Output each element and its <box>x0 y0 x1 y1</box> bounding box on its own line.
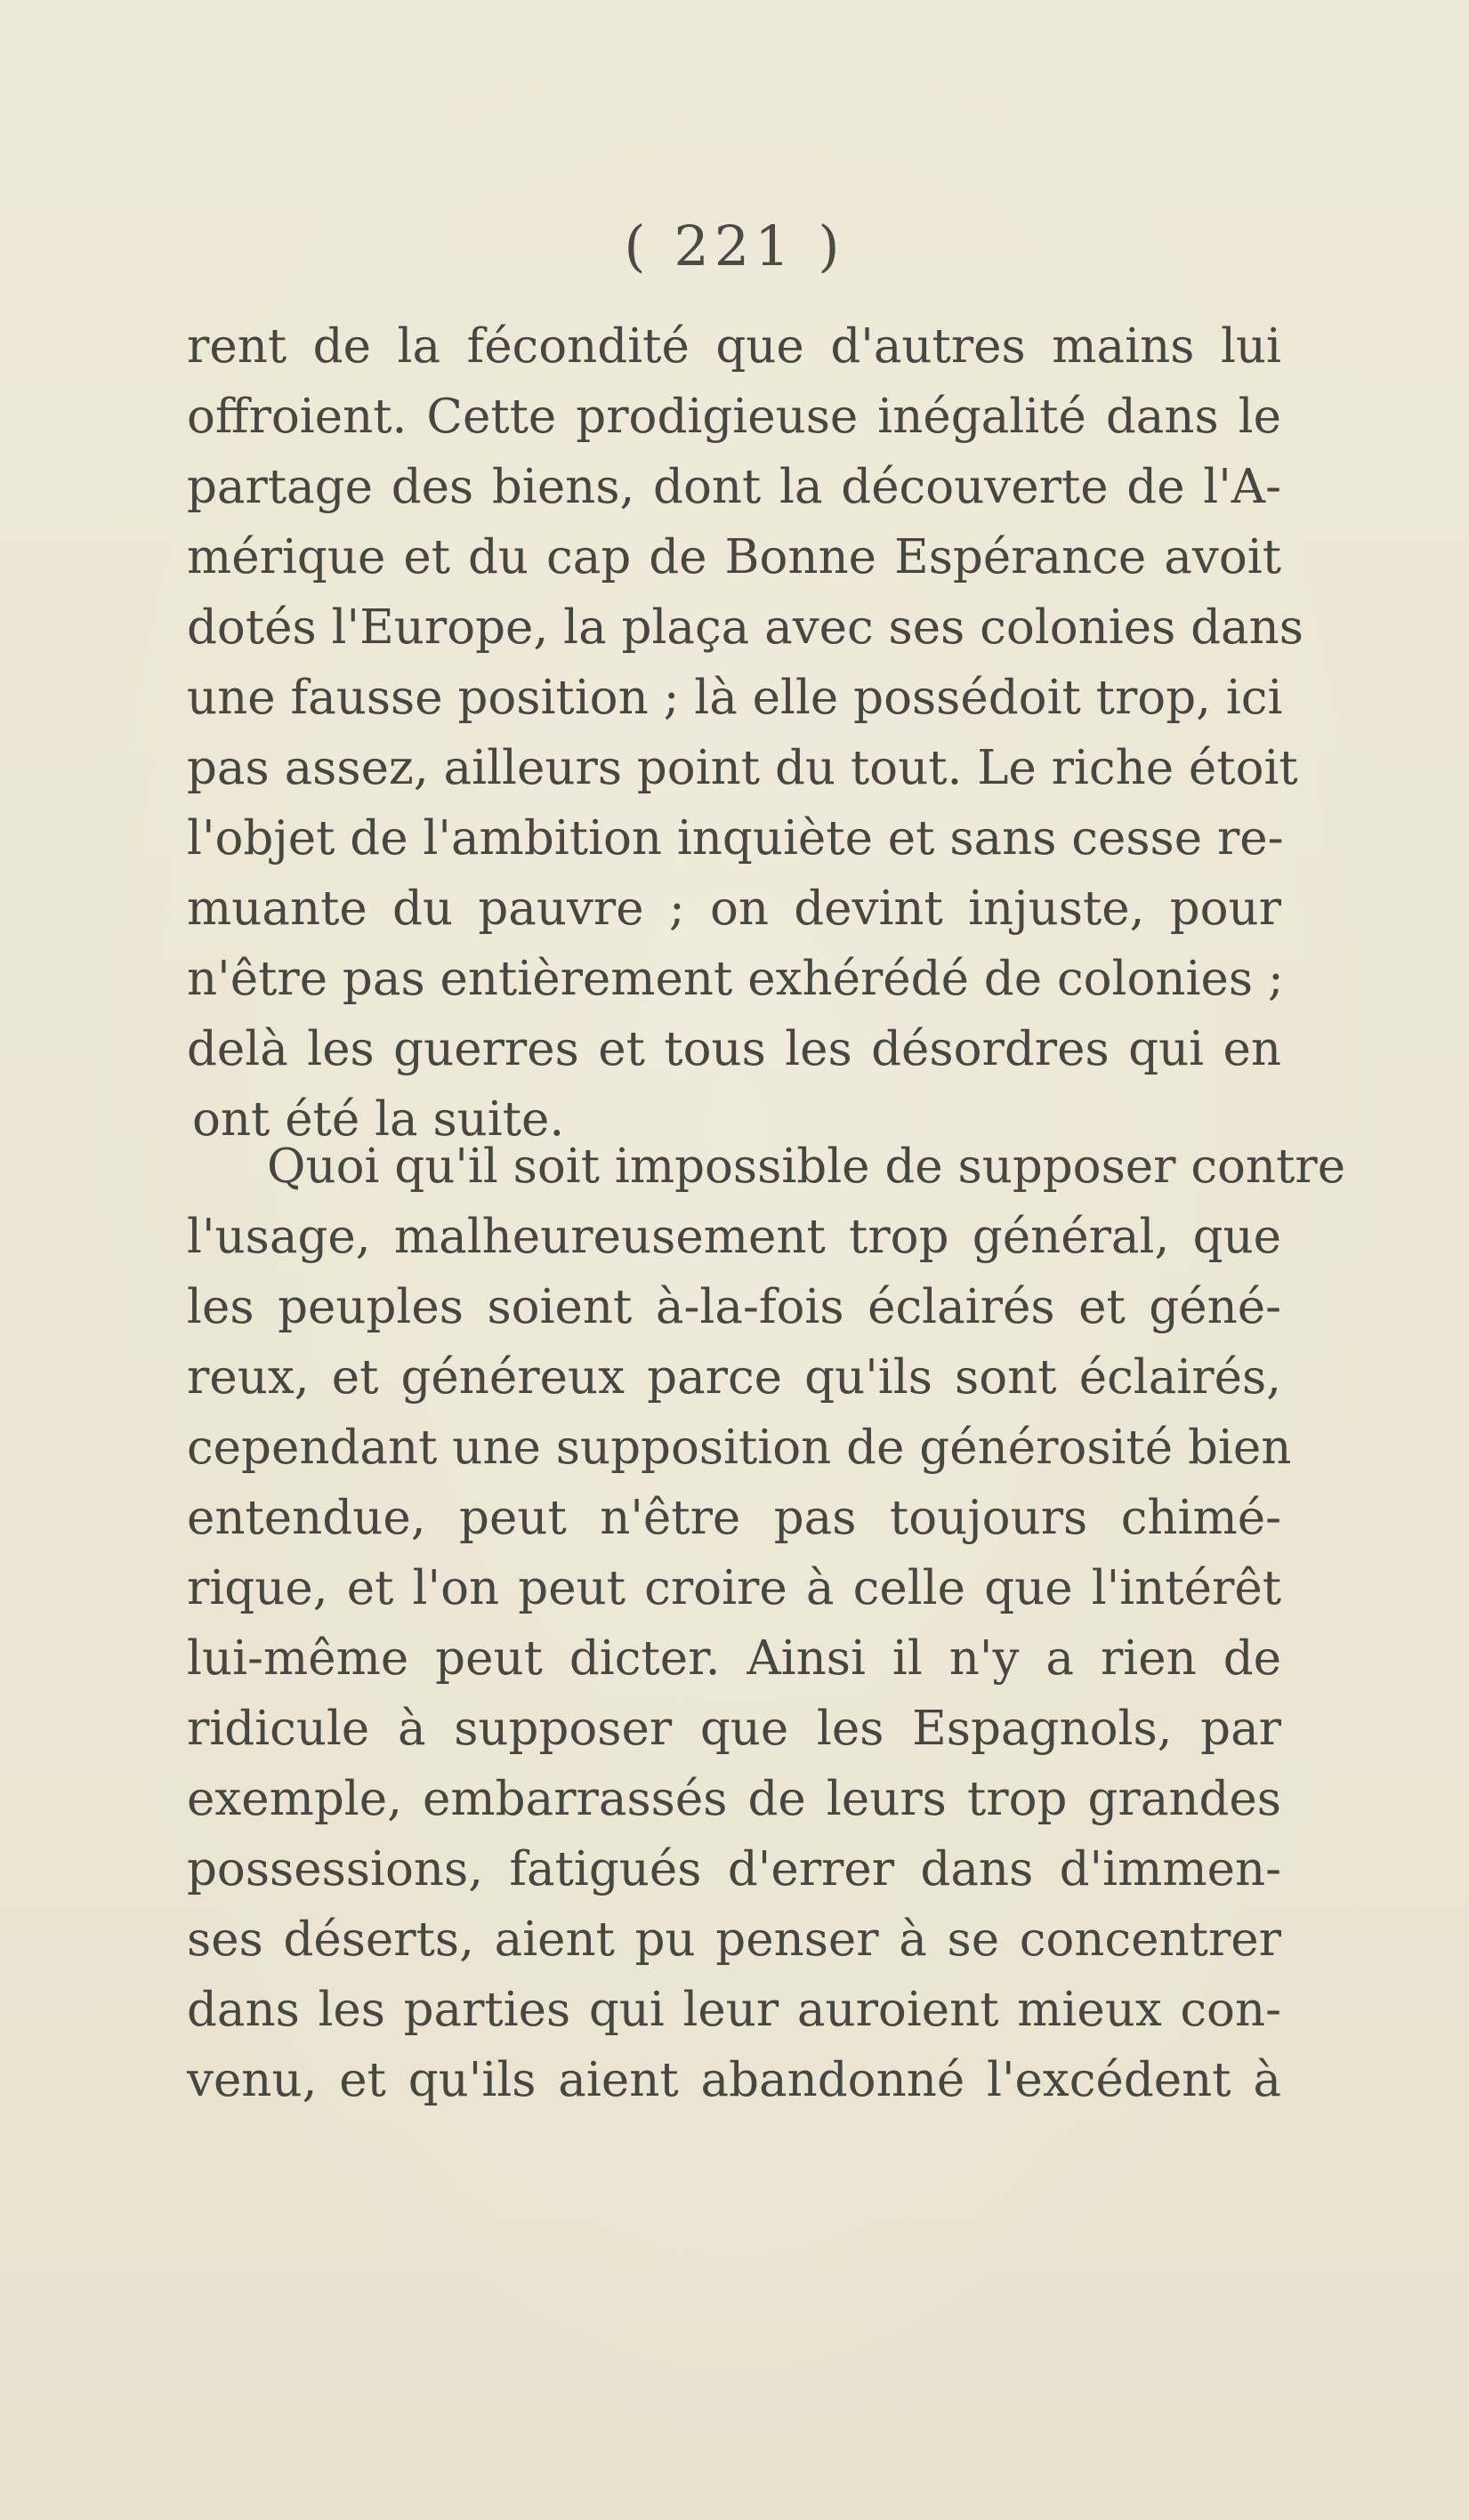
text-line: ont été la suite. <box>192 1092 565 1147</box>
text-line: n'être pas entièrement exhérédé de colonies ; <box>187 952 1284 1006</box>
text-line: rique, et l'on peut croire à celle que l'intérêt <box>187 1561 1281 1615</box>
text-line: venu, et qu'ils aient abandonné l'excédent à <box>187 2053 1281 2107</box>
text-line: l'objet de l'ambition inquiète et sans cesse re- <box>187 811 1284 865</box>
text-line: les peuples soient à-la-fois éclairés et géné- <box>187 1280 1281 1334</box>
page-number-header: ( 221 ) <box>624 213 845 278</box>
text-line: entendue, peut n'être pas toujours chimé- <box>187 1491 1281 1545</box>
text-line: exemple, embarrassés de leurs trop grandes <box>187 1772 1281 1826</box>
text-line: muante du pauvre ; on devint injuste, pour <box>187 882 1281 936</box>
text-line: l'usage, malheureusement trop général, que <box>187 1210 1281 1264</box>
text-line: ridicule à supposer que les Espagnols, par <box>187 1702 1281 1756</box>
paragraph-2 <box>187 1131 1346 2115</box>
text-line: reux, et généreux parce qu'ils sont éclairés, <box>187 1350 1281 1405</box>
text-line: une fausse position ; là elle possédoit trop, ici <box>187 671 1283 725</box>
text-line: possessions, fatigués d'errer dans d'immen- <box>187 1842 1281 1896</box>
paragraph-1 <box>187 311 1304 1155</box>
text-line: partage des biens, dont la découverte de l'A- <box>187 460 1281 514</box>
text-line: dans les parties qui leur auroient mieux con- <box>187 1983 1281 2037</box>
text-line: dotés l'Europe, la plaça avec ses colonies dans <box>187 600 1304 655</box>
text-line: pas assez, ailleurs point du tout. Le riche étoit <box>187 741 1298 795</box>
text-line: cependant une supposition de générosité bien <box>187 1421 1292 1475</box>
text-line: offroient. Cette prodigieuse inégalité dans le <box>187 390 1281 444</box>
text-line: Quoi qu'il soit impossible de supposer contre <box>267 1139 1346 1194</box>
text-line: mérique et du cap de Bonne Espérance avoit <box>187 530 1281 584</box>
text-line: delà les guerres et tous les désordres qui en <box>187 1022 1281 1076</box>
text-line: ses déserts, aient pu penser à se concentrer <box>187 1912 1281 1967</box>
text-line: rent de la fécondité que d'autres mains lui <box>187 319 1281 374</box>
text-line: lui-même peut dicter. Ainsi il n'y a rien de <box>187 1631 1281 1686</box>
